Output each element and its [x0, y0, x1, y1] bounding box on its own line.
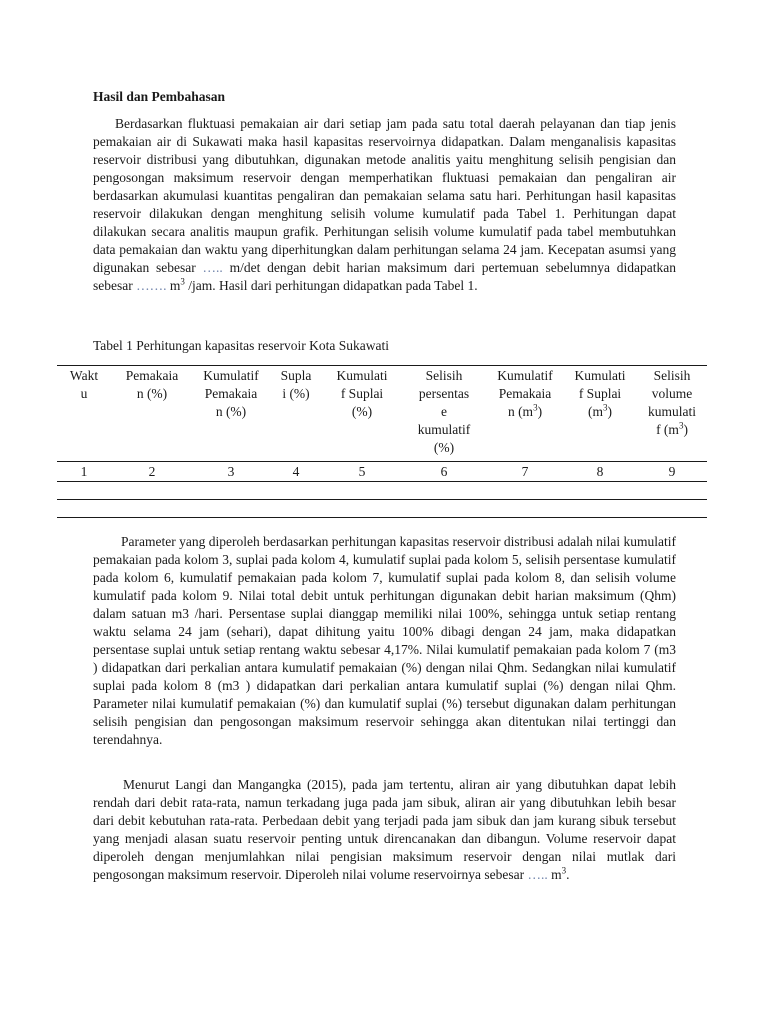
paragraph-parameters: Parameter yang diperoleh berdasarkan perhitungan kapasitas reservoir distribusi adalah nilai kumulatif pemakaian pada kolom 3, suplai pada kolom 4, kumulatif suplai pada kolom 5, selisih persentase kumulatif pada kolom 6, kumulatif pemakaian pada kolom 7, kumulatif suplai pada kolom 8, dan selisih volume kumulatif pada kolom 9. Nilai total debit untuk perhitungan digunakan debit harian maksimum (Qhm) dalam satuan m3 /hari. Persentase suplai dianggap memiliki nilai 100%, sehingga untuk setiap rentang waktu selama 24 jam (sehari), dapat dihitung yaitu 100% dibagi dengan 24 jam, maka didapatkan persentase suplai untuk setiap rentang waktu sebesar 4,17%. Nilai kumulatif pemakaian pada kolom 7 (m3 ) didapatkan dari perkalian antara kumulatif pemakaian (%) dengan nilai Qhm. Sedangkan nilai kumulatif suplai pada kolom 8 (m3 ) didapatkan dari perkalian antara kumulatif suplai (%) dengan nilai Qhm. Parameter nilai kumulatif pemakaian (%) dan kumulatif suplai (%) tersebut digunakan dalam perhitungan selisih pengisian dan pengosongan maksimum reservoir sehingga akan ditentukan nilai tertinggi dan terendahnya.: [93, 534, 676, 747]
table-cell: [323, 500, 401, 518]
table-cell: [193, 482, 269, 500]
table-cell: [57, 482, 111, 500]
table-cell: [269, 500, 323, 518]
column-header-line: Kumulati: [574, 368, 626, 383]
column-header-line: f Suplai: [578, 386, 622, 401]
column-header-line: n $(m^3)$: [507, 402, 543, 419]
paragraph-intro: [93, 115, 676, 295]
column-number: 4: [269, 462, 323, 482]
column-number: 1: [57, 462, 111, 482]
table-cell: [563, 482, 637, 500]
placeholder-volume: …..: [527, 867, 548, 882]
superscript-3: 3: [603, 402, 608, 413]
column-header-line: Pemakaia: [204, 386, 258, 401]
column-header-line: Wakt: [69, 368, 99, 383]
section-title: Hasil dan Pembahasan: [93, 89, 226, 104]
reservoir-table: [57, 365, 707, 518]
column-header-line: f $(m^3)$: [656, 420, 688, 437]
column-number: 7: [487, 462, 563, 482]
column-header-line: kumulatif: [417, 422, 471, 437]
superscript-3: 3: [533, 402, 538, 413]
column-number: 5: [323, 462, 401, 482]
placeholder-debit: …….: [136, 278, 167, 293]
column-header-line: i (%): [282, 386, 310, 401]
column-header-line: Selisih: [425, 368, 463, 383]
table-cell: [401, 482, 487, 500]
column-number: 8: [563, 462, 637, 482]
table-caption: Tabel 1 Perhitungan kapasitas reservoir Kota Sukawati: [93, 338, 389, 353]
paragraph-intro-text-d: /jam. Hasil dari perhitungan didapatkan pada Tabel 1.: [184, 278, 478, 293]
table-cell: [487, 500, 563, 518]
column-header-line: (%): [351, 404, 373, 419]
column-number: 9: [637, 462, 707, 482]
table-cell: [111, 482, 193, 500]
column-header: [193, 366, 269, 462]
column-header: [401, 366, 487, 462]
reservoir-table-wrapper: [57, 365, 707, 518]
column-header-line: Kumulati: [336, 368, 388, 383]
column-header-line: Pemakaia: [498, 386, 552, 401]
column-header-line: f Suplai: [340, 386, 384, 401]
paragraph-conclusion-text-b: m: [547, 867, 562, 882]
column-header-line: kumulati: [648, 404, 696, 419]
paragraph-intro-text-a: Berdasarkan fluktuasi pemakaian air dari setiap jam pada satu total daerah pelayanan dan tiap jenis pemakaian air di Sukawati maka hasil kapasitas reservoirnya didapatkan. Dalam menganalisis kapasitas reservoir distribusi yang dibutuhkan, digunakan metode analitis yaitu menghitung selisih pengisian dan pengosongan maksimum reservoir dengan memperhatikan fluktuasi pemakaian dan pengaliran air berdasarkan akumulasi kuantitas pengaliran dan pemakaian selama satu hari. Perhitungan hasil kapasitas reservoir dilakukan dengan menghitung selisih volume kumulatif pada Tabel 1. Perhitungan dapat dilakukan secara analitis maupun grafik. Perhitungan selisih volume kumulatif pada tabel membutuhkan data pemakaian dan waktu yang diperhitungkan dalam perhitungan selama 24 jam. Kecepatan asumsi yang digunakan sebesar: [93, 116, 676, 275]
table-row: [57, 500, 707, 518]
column-header-line: persentas: [418, 386, 470, 401]
table-cell: [323, 482, 401, 500]
table-cell: [193, 500, 269, 518]
paragraph-conclusion: [93, 776, 676, 884]
column-header-line: volume: [651, 386, 693, 401]
table-row: [57, 482, 707, 500]
column-header-line: u: [80, 386, 88, 401]
table-cell: [111, 500, 193, 518]
column-header-line: Pemakaia: [125, 368, 179, 383]
column-header: [57, 366, 111, 462]
table-cell: [487, 482, 563, 500]
column-header-line: n (%): [136, 386, 168, 401]
column-header-line: (%): [433, 440, 455, 455]
column-header-line: Kumulatif: [203, 368, 259, 383]
placeholder-speed: …..: [202, 260, 223, 275]
table-cell: [57, 500, 111, 518]
paragraph-intro-text-c: m: [166, 278, 181, 293]
paragraph-conclusion-text-a: Menurut Langi dan Mangangka (2015), pada jam tertentu, aliran air yang dibutuhkan dapat lebih rendah dari debit rata-rata, namun terkadang juga pada jam sibuk, aliran air yang dibutuhkan lebih besar dari debit kebutuhan rata-rata. Perbedaan debit yang terjadi pada jam sibuk dan jam kurang sibuk tersebut yang menjadi alasan suatu reservoir penting untuk direncanakan dan dibangun. Volume reservoir dapat diperoleh dengan menjumlahkan nilai pengisian maksimum reservoir dengan nilai mutlak dari pengosongan maksimum reservoir. Diperoleh nilai volume reservoirnya sebesar: [93, 777, 676, 882]
table-header-row: [57, 366, 707, 462]
superscript-3: 3: [180, 276, 185, 287]
column-header-line: Kumulatif: [497, 368, 553, 383]
column-number: 3: [193, 462, 269, 482]
superscript-3: 3: [678, 420, 684, 431]
column-header-line: n (%): [215, 404, 247, 419]
table-cell: [269, 482, 323, 500]
superscript-3: 3: [561, 865, 567, 876]
table-cell: [401, 500, 487, 518]
column-header-line: e: [441, 404, 447, 419]
column-header: [269, 366, 323, 462]
column-header-line: $(m^3)$: [588, 402, 612, 419]
paragraph-intro-text-b: m/det dengan debit harian maksimum dari pertemuan sebelumnya didapatkan sebesar: [93, 260, 676, 293]
column-header-line: Selisih: [653, 368, 691, 383]
column-number: 6: [401, 462, 487, 482]
column-header: [487, 366, 563, 462]
column-header-line: Supla: [280, 368, 312, 383]
table-cell: [637, 482, 707, 500]
paragraph-conclusion-text-c: .: [566, 867, 570, 882]
column-header: [637, 366, 707, 462]
column-header: [323, 366, 401, 462]
column-number-row: [57, 462, 707, 482]
column-number: 2: [111, 462, 193, 482]
column-header: [563, 366, 637, 462]
table-cell: [637, 500, 707, 518]
table-cell: [563, 500, 637, 518]
column-header: [111, 366, 193, 462]
